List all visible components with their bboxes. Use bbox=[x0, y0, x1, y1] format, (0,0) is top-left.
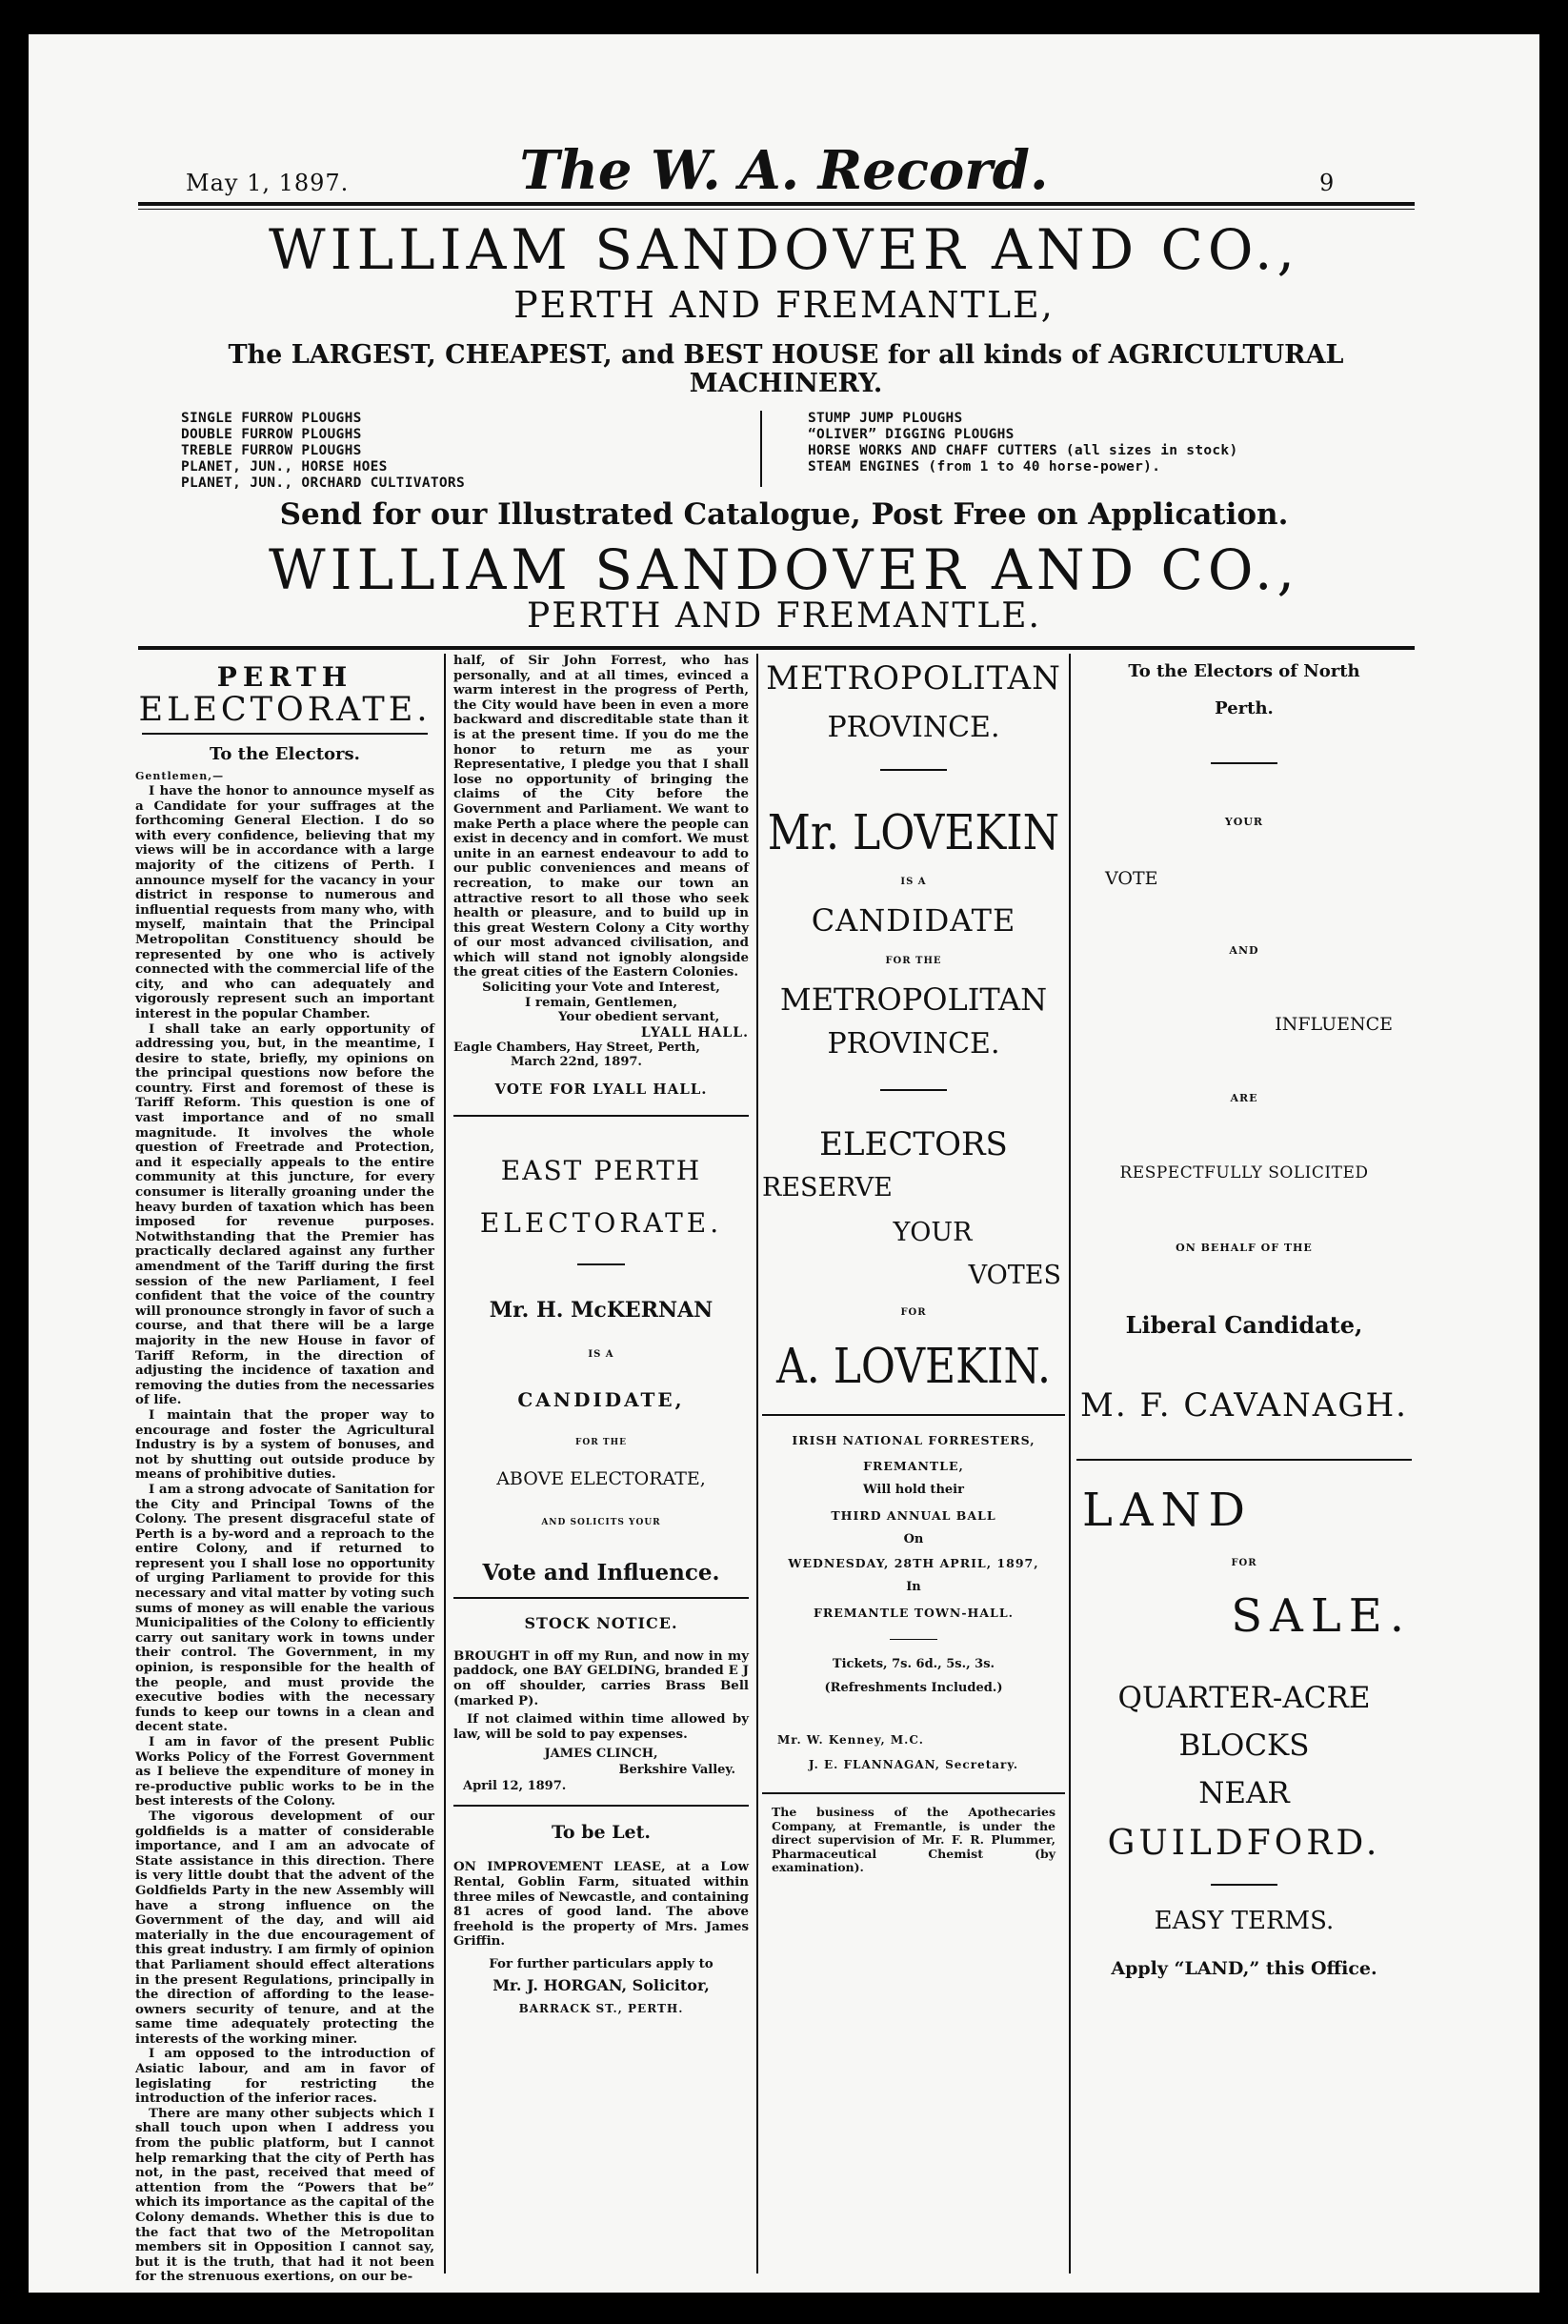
liberal-candidate: Liberal Candidate, bbox=[1125, 1311, 1363, 1339]
quarter-acre: QUARTER-ACRE bbox=[1117, 1681, 1371, 1715]
apothecaries-notice: The business of the Apothecaries Company, at Fremantle, is under the direct supervision of Mr. F. R. Plummer, Pharmaceutical Chemist (by examination). bbox=[772, 1805, 1055, 1874]
sandover-company-name-2: WILLIAM SANDOVER AND CO., bbox=[269, 537, 1299, 602]
is-a: IS A bbox=[588, 1348, 614, 1360]
land-heading: LAND bbox=[1082, 1484, 1254, 1537]
for-the: FOR THE bbox=[575, 1437, 627, 1447]
sandover-location: PERTH AND FREMANTLE, bbox=[513, 284, 1055, 326]
and-word: AND bbox=[1229, 944, 1259, 957]
column-lovekin bbox=[762, 654, 1065, 1875]
machinery-list-right bbox=[808, 411, 1417, 475]
stock-notice-text-2: If not claimed within time allowed by law, will be sold to pay expenses. bbox=[453, 1711, 749, 1742]
for-the: FOR THE bbox=[885, 956, 942, 966]
easy-terms: EASY TERMS. bbox=[1154, 1907, 1335, 1935]
province-heading: PROVINCE. bbox=[827, 711, 1000, 744]
list-item: STEAM ENGINES (from 1 to 40 horse-power). bbox=[808, 459, 1161, 475]
votes-word: VOTES bbox=[968, 1261, 1061, 1290]
solicits-your: AND SOLICITS YOUR bbox=[541, 1517, 661, 1527]
is-a: IS A bbox=[900, 877, 927, 887]
ball-line-4: THIRD ANNUAL BALL bbox=[831, 1508, 996, 1523]
ball-line-5: On bbox=[903, 1532, 924, 1546]
influence-word: INFLUENCE bbox=[1275, 1014, 1393, 1035]
stock-date: April 12, 1897. bbox=[463, 1779, 567, 1794]
paragraph: I shall take an early opportunity of addressing you, but, in the meantime, I desire to state, briefly, my opinions on the principal questions now before the country. First and foremost of these is Tariff Reform. This question is one of vast importance and of no small magnitude. It involves the whole question of Freetrade and Protection, and it especially appeals to the entire community at this juncture, for every consumer is literally groaning under the heavy burden of taxation which has been imposed for revenue purposes. Notwithstanding that the Premier has practically declared against any further amendment of the Tariff during the first session of the new Parliament, I feel confident that the voice of the country will pronounce strongly in favor of such a course, and that there will be a large majority in the new House in favor of Tariff Reform, in the direction of adjusting the incidence of taxation and removing the duties from the necessaries of life. bbox=[135, 1021, 434, 1408]
stock-notice-text: BROUGHT in off my Run, and now in my paddock, one BAY GELDING, branded E J on off shoulder, carries Brass Bell (marked P). bbox=[453, 1647, 749, 1708]
masthead-rule-thin bbox=[138, 209, 1415, 210]
address: Eagle Chambers, Hay Street, Perth, bbox=[453, 1040, 700, 1055]
paragraph: I have the honor to announce myself as a Candidate for your suffrages at the forthcoming General Election. I do so with every confidence, believing that my views will be in accordance with a large majority of the citizens of Perth. I announce myself for the vacancy in your district in response to numerous and influential requests from many who, with myself, maintain that the Principal Metropolitan Constituency should be represented by one who is actively connected with the commercial life of the city, and who can adequately and vigorously represent such an important interest in the popular Chamber. bbox=[135, 783, 434, 1021]
closing-2: I remain, Gentlemen, bbox=[524, 994, 678, 1010]
rule bbox=[577, 1263, 625, 1265]
closing-1: Soliciting your Vote and Interest, bbox=[482, 980, 720, 996]
north-perth-heading-2: Perth. bbox=[1215, 698, 1274, 718]
ball-line-8: FREMANTLE TOWN-HALL. bbox=[813, 1606, 1014, 1620]
guildford: GUILDFORD. bbox=[1107, 1824, 1381, 1863]
ball-tickets: Tickets, 7s. 6d., 5s., 3s. bbox=[832, 1657, 995, 1671]
ball-line-2: FREMANTLE, bbox=[863, 1459, 964, 1473]
east-perth-electorate: ELECTORATE. bbox=[479, 1206, 723, 1239]
rule bbox=[453, 1597, 749, 1599]
solicitor-name: Mr. J. HORGAN, Solicitor, bbox=[493, 1975, 710, 1994]
paragraph: I am opposed to the introduction of Asiatic labour, and am in favor of legislating for restricting the introduction of the inferior races. bbox=[135, 2046, 434, 2107]
stock-place: Berkshire Valley. bbox=[618, 1763, 735, 1778]
near: NEAR bbox=[1198, 1776, 1290, 1810]
province-heading-2: PROVINCE. bbox=[827, 1027, 1000, 1061]
list-item: DOUBLE FURROW PLOUGHS bbox=[181, 427, 362, 442]
rule bbox=[762, 1792, 1065, 1794]
page-number: 9 bbox=[1319, 170, 1335, 196]
sandover-location-2: PERTH AND FREMANTLE. bbox=[527, 596, 1041, 636]
list-item: PLANET, JUN., HORSE HOES bbox=[181, 459, 388, 475]
column-divider bbox=[444, 654, 446, 2273]
paragraph: There are many other subjects which I shall touch upon when I address you from the public platform, but I cannot help remarking that the city of Perth has not, in the past, received that meed of attention from the “Powers that be” which its importance as the capital of the Colony demands. Whether this is due to the fact that two of the Metropolitan members sit in Opposition I cannot say, but it is the truth, that had it not been for the strenuous exertions, on our be- bbox=[135, 2105, 434, 2285]
candidate-label: CANDIDATE, bbox=[517, 1387, 685, 1411]
sale-heading: SALE. bbox=[1231, 1589, 1412, 1643]
sandover-tagline: The LARGEST, CHEAPEST, and BEST HOUSE for all kinds of AGRICULTURAL MACHINERY. bbox=[228, 340, 1344, 398]
signature: LYALL HALL. bbox=[640, 1024, 749, 1041]
newspaper-page bbox=[29, 34, 1539, 2293]
for-word: FOR bbox=[1231, 1558, 1257, 1568]
a-lovekin: A. LOVEKIN. bbox=[775, 1339, 1052, 1395]
heading-electorate: ELECTORATE. bbox=[138, 691, 432, 729]
ball-mc: Mr. W. Kenney, M.C. bbox=[777, 1733, 924, 1747]
on-behalf: ON BEHALF OF THE bbox=[1176, 1242, 1313, 1254]
machinery-divider bbox=[760, 411, 762, 487]
column-north-perth bbox=[1076, 654, 1412, 1979]
list-item: HORSE WORKS AND CHAFF CUTTERS (all sizes in stock) bbox=[808, 443, 1238, 458]
rule bbox=[880, 1089, 947, 1091]
respectfully-solicited: RESPECTFULLY SOLICITED bbox=[1119, 1163, 1369, 1182]
rule bbox=[890, 1639, 937, 1640]
issue-date: May 1, 1897. bbox=[186, 170, 350, 196]
to-be-let-heading: To be Let. bbox=[551, 1822, 652, 1844]
column-lyall-hall bbox=[453, 654, 749, 2015]
paragraph: I maintain that the proper way to encourage and foster the Agricultural Industry is by a system of bonuses, and not by shutting out outside produce by means of prohibitive duties. bbox=[135, 1406, 434, 1483]
ball-line-6: WEDNESDAY, 28TH APRIL, 1897, bbox=[788, 1556, 1039, 1570]
your-word: YOUR bbox=[1224, 816, 1264, 828]
metropolitan-heading-2: METROPOLITAN bbox=[779, 981, 1048, 1018]
rule bbox=[1076, 1459, 1412, 1461]
vote-and-influence: Vote and Influence. bbox=[482, 1559, 720, 1586]
catalogue-offer: Send for our Illustrated Catalogue, Post Free on Application. bbox=[279, 497, 1289, 532]
section-rule bbox=[138, 646, 1415, 650]
list-item: TREBLE FURROW PLOUGHS bbox=[181, 443, 362, 458]
sandover-company-name: WILLIAM SANDOVER AND CO., bbox=[269, 217, 1299, 282]
are-word: ARE bbox=[1230, 1092, 1258, 1104]
rule bbox=[142, 733, 428, 735]
list-item: SINGLE FURROW PLOUGHS bbox=[181, 411, 362, 426]
rule bbox=[453, 1805, 749, 1807]
list-item: “OLIVER” DIGGING PLOUGHS bbox=[808, 427, 1015, 442]
list-item: STUMP JUMP PLOUGHS bbox=[808, 411, 963, 426]
continuation-text: half, of Sir John Forrest, who has personally, and at all times, evinced a warm interest in the progress of Perth, the City would have been in even a more backward and discreditable state than it is at the present time. If you do me the honor to return me as your Representative, I pledge you that I shall lose no opportunity of bringing the claims of the City before the Government and Parliament. We want to make Perth a place where the people can exist in decency and in comfort. We must unite in an earnest endeavour to add to our public conveniences and means of recreation, to make our town an attractive resort to all those who seek health or pleasure, and to build up in this great Western Colony a City worthy of our most advanced civilisation, and which will stand not ignobly alongside the great cities of the Eastern Colonies. bbox=[453, 653, 749, 980]
ball-secretary: J. E. FLANNAGAN, Secretary. bbox=[808, 1758, 1019, 1771]
letter-date: March 22nd, 1897. bbox=[511, 1054, 642, 1069]
heading-perth: PERTH bbox=[216, 661, 353, 693]
vote-for-lyall-hall: VOTE FOR LYALL HALL. bbox=[494, 1080, 708, 1098]
ball-line-3: Will hold their bbox=[863, 1483, 964, 1497]
machinery-list-left bbox=[181, 411, 753, 492]
letter-body bbox=[135, 784, 434, 2285]
cavanagh-name: M. F. CAVANAGH. bbox=[1080, 1386, 1408, 1425]
stock-notice-heading: STOCK NOTICE. bbox=[524, 1613, 678, 1632]
reserve-word: RESERVE bbox=[762, 1173, 893, 1202]
blocks: BLOCKS bbox=[1178, 1728, 1310, 1763]
rule bbox=[1211, 762, 1277, 764]
to-be-let-text: ON IMPROVEMENT LEASE, at a Low Rental, Goblin Farm, situated within three miles of Newcastle, and containing 81 acres of good land. The above freehold is the property of Mrs. James Griffin. bbox=[453, 1859, 749, 1950]
stock-owner: JAMES CLINCH, bbox=[544, 1747, 658, 1762]
metropolitan-heading: METROPOLITAN bbox=[766, 659, 1061, 697]
vote-word: VOTE bbox=[1105, 868, 1158, 889]
rule bbox=[453, 1115, 749, 1117]
further-particulars: For further particulars apply to bbox=[489, 1955, 714, 1971]
electors-heading: ELECTORS bbox=[819, 1125, 1008, 1163]
lovekin-name: Mr. LOVEKIN bbox=[767, 805, 1060, 861]
rule bbox=[762, 1414, 1065, 1416]
sub-heading: To the Electors. bbox=[210, 744, 360, 764]
ball-line-7: In bbox=[906, 1580, 921, 1594]
column-divider bbox=[756, 654, 758, 2273]
paragraph: I am in favor of the present Public Works Policy of the Forrest Government as I believe the expenditure of money in re-productive public works to be in the best interests of the Colony. bbox=[135, 1734, 434, 1809]
newspaper-title: The W. A. Record. bbox=[519, 139, 1049, 202]
column-perth-electorate bbox=[135, 654, 434, 2285]
ball-refreshments: (Refreshments Included.) bbox=[824, 1681, 1003, 1695]
north-perth-heading: To the Electors of North bbox=[1128, 661, 1360, 681]
column-divider bbox=[1069, 654, 1071, 2273]
paragraph: I am a strong advocate of Sanitation for the City and Principal Towns of the Colony. The present disgraceful state of Perth is a by-word and a reproach to the entire Colony, and if returned to represent you I shall lose no opportunity of urging Parliament to provide for this necessary and vital matter by voting such sums of money as will enable the various Municipalities of the Colony to efficiently carry out sanitary work in towns under their control. The Government, in my opinion, is responsible for the health of the people, and must provide the executive bodies with the necessary funds to keep our towns in a clean and decent state. bbox=[135, 1481, 434, 1735]
rule bbox=[1211, 1884, 1277, 1886]
rule bbox=[880, 769, 947, 771]
list-item: PLANET, JUN., ORCHARD CULTIVATORS bbox=[181, 475, 465, 491]
your-word: YOUR bbox=[893, 1218, 973, 1247]
candidate-label: CANDIDATE bbox=[811, 902, 1016, 939]
candidate-name: Mr. H. McKERNAN bbox=[489, 1297, 714, 1323]
apply-land: Apply “LAND,” this Office. bbox=[1111, 1958, 1377, 1979]
east-perth-heading: EAST PERTH bbox=[500, 1154, 702, 1186]
above-electorate: ABOVE ELECTORATE, bbox=[496, 1467, 706, 1489]
solicitor-address: BARRACK ST., PERTH. bbox=[518, 2001, 684, 2015]
salutation: Gentlemen,— bbox=[135, 770, 225, 782]
paragraph: The vigorous development of our goldfields is a matter of considerable importance, and I am an advocate of State assistance in this direction. There is very little doubt that the advent of the Goldfields Party in the new Assembly will have a strong influence on the Government of the day, and will aid materially in the due encouragement of this great industry. I am firmly of opinion that Parliament should effect alterations in the present Regulations, principally in the direction of affording to the lease-owners security of tenure, and at the same time adequately protecting the interests of the working miner. bbox=[135, 1808, 434, 2047]
for-word: FOR bbox=[900, 1307, 927, 1318]
ball-line-1: IRISH NATIONAL FORRESTERS, bbox=[792, 1433, 1035, 1447]
masthead-rule bbox=[138, 202, 1415, 206]
closing-3: Your obedient servant, bbox=[558, 1009, 720, 1025]
